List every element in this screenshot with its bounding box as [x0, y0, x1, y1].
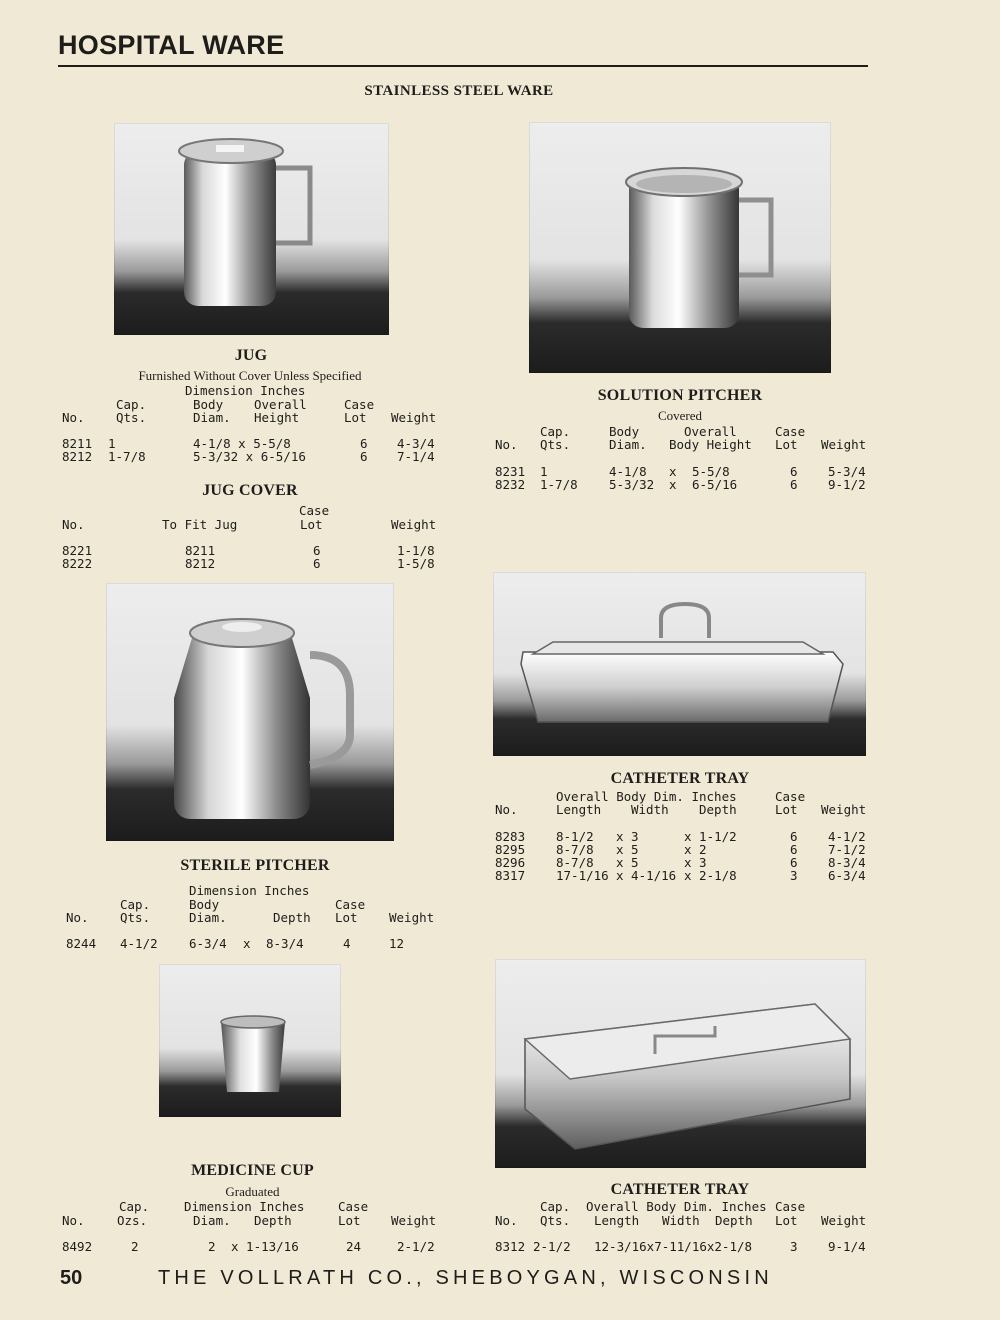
- sterile-dim-label: Dimension Inches: [189, 883, 310, 898]
- medicine-row-no: 8492: [62, 1239, 93, 1254]
- catheter-header-width: Width: [631, 802, 669, 817]
- jug-cover-row-weight: 1-1/8: [397, 543, 435, 558]
- jug-cover-row-weight: 1-5/8: [397, 556, 435, 571]
- catheter-header-lot: Lot: [775, 802, 798, 817]
- catheter-row-length: 17-1/16: [556, 868, 609, 883]
- medicine-header-dim: Dimension Inches: [184, 1199, 305, 1214]
- catheter-row-length: 8-7/8: [556, 842, 594, 857]
- solution-row-cap: 1-7/8: [540, 477, 578, 492]
- sterile-header-depth: Depth: [273, 910, 311, 925]
- catheter2-row-no: 8312: [495, 1239, 526, 1254]
- solution-pitcher-sub: Covered: [657, 408, 703, 423]
- catheter2-header-case: Case: [775, 1199, 806, 1214]
- catheter2-header-cap: Cap.: [540, 1199, 571, 1214]
- sterile-header-case: Case: [335, 897, 366, 912]
- jug-header-weight: Weight: [391, 410, 437, 425]
- sterile-header-body: Body: [189, 897, 220, 912]
- medicine-row-diam: 2: [208, 1239, 216, 1254]
- catheter2-header-no: No.: [495, 1213, 518, 1228]
- company-footer: THE VOLLRATH CO., SHEBOYGAN, WISCONSIN: [158, 1267, 773, 1289]
- jug-cover-header-lot: Lot: [300, 517, 323, 532]
- solution-row-diam: 5-3/32: [609, 477, 655, 492]
- catheter-header-depth: Depth: [699, 802, 737, 817]
- catheter-row-no: 8295: [495, 842, 526, 857]
- medicine-cup-title: MEDICINE CUP: [191, 1162, 314, 1179]
- catheter-row-lot: 6: [790, 855, 798, 870]
- solution-header-lot: Lot: [775, 437, 798, 452]
- solution-row-no: 8232: [495, 477, 526, 492]
- solution-row-height: 6-5/16: [692, 477, 738, 492]
- catheter-row-lot: 6: [790, 829, 798, 844]
- catheter-row-width: x 3: [616, 829, 639, 844]
- solution-header-no: No.: [495, 437, 518, 452]
- solution-header-cap: Cap.: [540, 424, 571, 439]
- solution-row-no: 8231: [495, 464, 526, 479]
- jug-header-height: Height: [254, 410, 300, 425]
- catheter-row-no: 8283: [495, 829, 526, 844]
- solution-header-overall: Overall: [684, 424, 737, 439]
- catheter-row-depth: x 1-1/2: [684, 829, 737, 844]
- solution-row-diam: 4-1/8: [609, 464, 647, 479]
- jug-cover-row-no: 8221: [62, 543, 93, 558]
- sterile-pitcher-title: STERILE PITCHER: [180, 857, 330, 874]
- catheter2-header-overall: Overall Body Dim. Inches: [586, 1199, 767, 1214]
- jug-row-dims: 4-1/8 x 5-5/8: [193, 436, 291, 451]
- sterile-header-no: No.: [66, 910, 89, 925]
- jug-row-lot: 6: [360, 436, 368, 451]
- catheter2-header-weight: Weight: [821, 1213, 867, 1228]
- sterile-row-x: x: [243, 936, 251, 951]
- sterile-row-depth: 8-3/4: [266, 936, 304, 951]
- catheter2-header-depth: Depth: [715, 1213, 753, 1228]
- solution-row-lot: 6: [790, 477, 798, 492]
- jug-cover-row-fit: 8211: [185, 543, 216, 558]
- sterile-pitcher-photo: [106, 583, 394, 841]
- jug-title: JUG: [234, 347, 268, 364]
- solution-row-cap: 1: [540, 464, 548, 479]
- medicine-cup-sub: Graduated: [225, 1184, 280, 1199]
- jug-cover-header-case: Case: [299, 503, 330, 518]
- medicine-header-lot: Lot: [338, 1213, 361, 1228]
- medicine-header-ozs: Ozs.: [117, 1213, 148, 1228]
- medicine-header-case: Case: [338, 1199, 369, 1214]
- solution-header-case: Case: [775, 424, 806, 439]
- jug-cover-header-fit: To Fit Jug: [162, 517, 238, 532]
- sterile-header-cap: Cap.: [120, 897, 151, 912]
- catheter-tray-photo: [493, 572, 866, 756]
- solution-header-qts: Qts.: [540, 437, 571, 452]
- sterile-header-qts: Qts.: [120, 910, 151, 925]
- jug-cover-row-fit: 8212: [185, 556, 216, 571]
- jug-cover-row-no: 8222: [62, 556, 93, 571]
- medicine-header-weight: Weight: [391, 1213, 437, 1228]
- jug-cover-row-lot: 6: [313, 543, 321, 558]
- section-title: STAINLESS STEEL WARE: [364, 83, 554, 99]
- jug-row-weight: 4-3/4: [397, 436, 435, 451]
- solution-row-weight: 5-3/4: [828, 464, 866, 479]
- catheter2-row-cap: 2-1/2: [533, 1239, 571, 1254]
- page-title: HOSPITAL WARE: [58, 30, 285, 60]
- catheter-row-depth: x 2-1/8: [684, 868, 737, 883]
- jug-header-overall: Overall: [254, 397, 307, 412]
- jug-row-weight: 7-1/4: [397, 449, 435, 464]
- catheter2-header-width: Width: [662, 1213, 700, 1228]
- catheter-row-width: x 4-1/16: [616, 868, 677, 883]
- jug-photo: [114, 123, 389, 335]
- jug-header-lot: Lot: [344, 410, 367, 425]
- jug-row-no: 8212: [62, 449, 93, 464]
- sterile-row-no: 8244: [66, 936, 97, 951]
- medicine-row-depth: x 1-13/16: [231, 1239, 299, 1254]
- jug-header-case: Case: [344, 397, 375, 412]
- jug-note: Furnished Without Cover Unless Specified: [138, 368, 362, 383]
- catheter-header-overall: Overall Body Dim. Inches: [556, 789, 737, 804]
- sterile-header-lot: Lot: [335, 910, 358, 925]
- solution-pitcher-title: SOLUTION PITCHER: [597, 387, 763, 404]
- catheter2-row-weight: 9-1/4: [828, 1239, 866, 1254]
- sterile-header-weight: Weight: [389, 910, 435, 925]
- medicine-cup-photo: [159, 964, 341, 1117]
- catheter2-row-lot: 3: [790, 1239, 798, 1254]
- catheter-header-weight: Weight: [821, 802, 867, 817]
- solution-row-x: x: [669, 464, 677, 479]
- catheter-row-depth: x 3: [684, 855, 707, 870]
- catheter-row-weight: 7-1/2: [828, 842, 866, 857]
- catheter2-header-qts: Qts.: [540, 1213, 571, 1228]
- header-rule: [58, 65, 868, 67]
- catheter-row-weight: 4-1/2: [828, 829, 866, 844]
- catheter-row-no: 8317: [495, 868, 526, 883]
- jug-dim-label: Dimension Inches: [185, 383, 306, 398]
- medicine-header-depth: Depth: [254, 1213, 292, 1228]
- catheter-row-depth: x 2: [684, 842, 707, 857]
- catheter-header-no: No.: [495, 802, 518, 817]
- jug-cover-row-lot: 6: [313, 556, 321, 571]
- catheter-row-weight: 6-3/4: [828, 868, 866, 883]
- medicine-row-weight: 2-1/2: [397, 1239, 435, 1254]
- catheter-row-length: 8-1/2: [556, 829, 594, 844]
- jug-cover-header-weight: Weight: [391, 517, 437, 532]
- jug-row-cap: 1-7/8: [108, 449, 146, 464]
- solution-header-diam: Diam.: [609, 437, 647, 452]
- jug-header-body: Body: [193, 397, 224, 412]
- medicine-row-lot: 24: [346, 1239, 362, 1254]
- jug-row-lot: 6: [360, 449, 368, 464]
- sterile-header-diam: Diam.: [189, 910, 227, 925]
- solution-row-x: x: [669, 477, 677, 492]
- catheter-tray-title: CATHETER TRAY: [610, 770, 750, 787]
- medicine-header-cap: Cap.: [119, 1199, 150, 1214]
- page-number: 50: [60, 1267, 83, 1289]
- solution-header-body: Body: [609, 424, 640, 439]
- catheter-header-length: Length: [556, 802, 602, 817]
- solution-row-lot: 6: [790, 464, 798, 479]
- sterile-row-diam: 6-3/4: [189, 936, 227, 951]
- jug-row-no: 8211: [62, 436, 93, 451]
- sterile-row-lot: 4: [343, 936, 351, 951]
- catheter-row-length: 8-7/8: [556, 855, 594, 870]
- jug-row-dims: 5-3/32 x 6-5/16: [193, 449, 306, 464]
- solution-header-height: Body Height: [669, 437, 752, 452]
- medicine-row-cap: 2: [131, 1239, 139, 1254]
- medicine-header-no: No.: [62, 1213, 85, 1228]
- jug-header-diam: Diam.: [193, 410, 231, 425]
- solution-row-height: 5-5/8: [692, 464, 730, 479]
- catheter2-header-lot: Lot: [775, 1213, 798, 1228]
- catheter-row-lot: 6: [790, 842, 798, 857]
- jug-row-cap: 1: [108, 436, 116, 451]
- jug-header-cap: Cap.: [116, 397, 147, 412]
- jug-header-no: No.: [62, 410, 85, 425]
- medicine-header-diam: Diam.: [193, 1213, 231, 1228]
- jug-cover-title: JUG COVER: [202, 482, 298, 499]
- solution-pitcher-photo: [529, 122, 831, 373]
- catheter-row-lot: 3: [790, 868, 798, 883]
- catheter-row-width: x 5: [616, 842, 639, 857]
- catheter-tray-large-title: CATHETER TRAY: [610, 1181, 750, 1198]
- sterile-row-cap: 4-1/2: [120, 936, 158, 951]
- catheter-tray-large-photo: [495, 959, 866, 1168]
- catheter-header-case: Case: [775, 789, 806, 804]
- jug-cover-header-no: No.: [62, 517, 85, 532]
- sterile-row-weight: 12: [389, 936, 405, 951]
- catheter-row-no: 8296: [495, 855, 526, 870]
- jug-header-qts: Qts.: [116, 410, 147, 425]
- solution-header-weight: Weight: [821, 437, 867, 452]
- catheter-row-width: x 5: [616, 855, 639, 870]
- solution-row-weight: 9-1/2: [828, 477, 866, 492]
- catheter-row-weight: 8-3/4: [828, 855, 866, 870]
- catheter2-header-length: Length: [594, 1213, 640, 1228]
- catheter2-row-dims: 12-3/16x7-11/16x2-1/8: [594, 1239, 753, 1254]
